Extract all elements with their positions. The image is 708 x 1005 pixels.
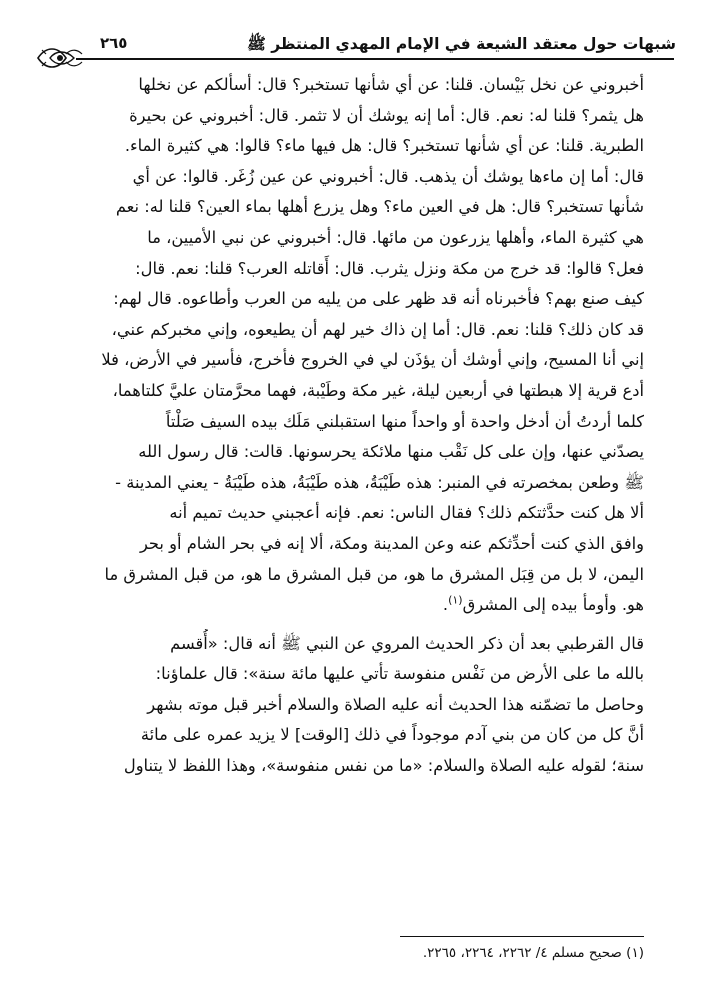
footnote-rule (400, 936, 644, 937)
text-line: كيف صنع بهم؟ فأخبرناه أنه قد ظهر على من يليه من العرب وأطاعوه. قال لهم: (113, 289, 644, 309)
text-line: الطبرية. قلنا: عن أي شأنها تستخبر؟ قال: هل فيها ماء؟ قالوا: هي كثيرة الماء. (124, 136, 644, 156)
text-line: ألا هل كنت حدَّثتكم ذلك؟ فقال الناس: نعم. فإنه أعجبني حديث تميم أنه (169, 503, 644, 523)
text-line: قال القرطبي بعد أن ذكر الحديث المروي عن النبي ﷺ أنه قال: «أُقسم (170, 633, 644, 653)
text-line-last (66, 590, 644, 621)
text-line: فعل؟ قالوا: قد خرج من مكة ونزل يثرب. قال: أَقاتله العرب؟ قلنا: نعم. قال: (135, 258, 644, 278)
text-line-content: هو. وأومأ بيده إلى المشرق (462, 595, 644, 615)
text-line: ﷺ وطعن بمخصرته في المنبر: هذه طَيْبَةُ، هذه طَيْبَةُ، هذه طَيْبَةُ - يعني المدينة - (115, 472, 644, 492)
text-line: أدع قرية إلا هبطتها في أربعين ليلة، غير مكة وطَيْبة، فهما محرَّمتان عليَّ كلتاهما، (112, 380, 644, 400)
body-text (66, 70, 644, 782)
text-line: وحاصل ما تضمّنه هذا الحديث أنه عليه الصلاة والسلام أخبر قبل موته بشهر (147, 694, 644, 714)
text-line: سنة؛ لقوله عليه الصلاة والسلام: «ما من نفس منفوسة»، وهذا اللفظ لا يتناول (123, 756, 644, 776)
text-line: يصدّني عنها، وإن على كل نَقْب منها ملائكة يحرسونها. قالت: قال رسول الله (138, 442, 644, 462)
paragraph-2 (66, 629, 644, 782)
header-title: شبهات حول معتقد الشيعة في الإمام المهدي المنتظر ﷺ (247, 35, 676, 53)
text-line: كلما أردتُ أن أدخل واحدة أو واحداً منها استقبلني مَلَك بيده السيف صَلْتاً (165, 411, 644, 431)
text-line: أخبروني عن نخل بَيْسان. قلنا: عن أي شأنها تستخبر؟ قال: أسألكم عن نخلها (138, 75, 644, 94)
text-line: اليمن، لا بل من قِبَل المشرق ما هو، من قبل المشرق ما هو، من قبل المشرق ما (104, 564, 644, 584)
text-line: قد كان ذلك؟ قلنا: نعم. قال: أما إن ذاك خير لهم أن يطيعوه، وإني مخبركم عني، (111, 319, 644, 339)
text-line: بالله ما على الأرض من نَفْس منفوسة تأتي عليها مائة سنة»: قال علماؤنا: (155, 664, 644, 684)
text-line: شأنها تستخبر؟ قال: هل في العين ماء؟ وهل يزرع أهلها بماء العين؟ قلنا له: نعم (115, 197, 644, 217)
page-number: ٢٦٥ (100, 34, 128, 52)
text-line: قال: أما إن ماءها يوشك أن يذهب. قال: أخبروني عن عين زُغَر. قالوا: عن أي (132, 166, 644, 186)
header-rule (76, 58, 674, 60)
footnote-ref[interactable]: (١) (448, 593, 463, 607)
period: . (442, 595, 449, 615)
text-line: أنَّ كل من كان من بني آدم موجوداً في ذلك [الوقت] لا يزيد عمره على مائة (140, 725, 644, 745)
text-line: وافق الذي كنت أحدِّثكم عنه وعن المدينة ومكة، ألا إنه في بحر الشام أو بحر (139, 533, 644, 553)
footnote: (١) صحيح مسلم ٤/ ٢٢٦٢، ٢٢٦٤، ٢٢٦٥. (422, 945, 644, 961)
text-line: إني أنا المسيح، وإني أوشك أن يؤذَن لي في الخروج فأخرج، فأسير في الأرض، فلا (101, 350, 644, 370)
running-header (36, 28, 676, 66)
text-line: هل يثمر؟ قلنا له: نعم. قال: أما إنه يوشك أن لا تثمر. قال: أخبروني عن بحيرة (129, 105, 644, 125)
paragraph-1 (66, 70, 644, 621)
text-line: هي كثيرة الماء، وأهلها يزرعون من مائها. قال: أخبروني عن نبي الأميين، ما (147, 227, 644, 247)
